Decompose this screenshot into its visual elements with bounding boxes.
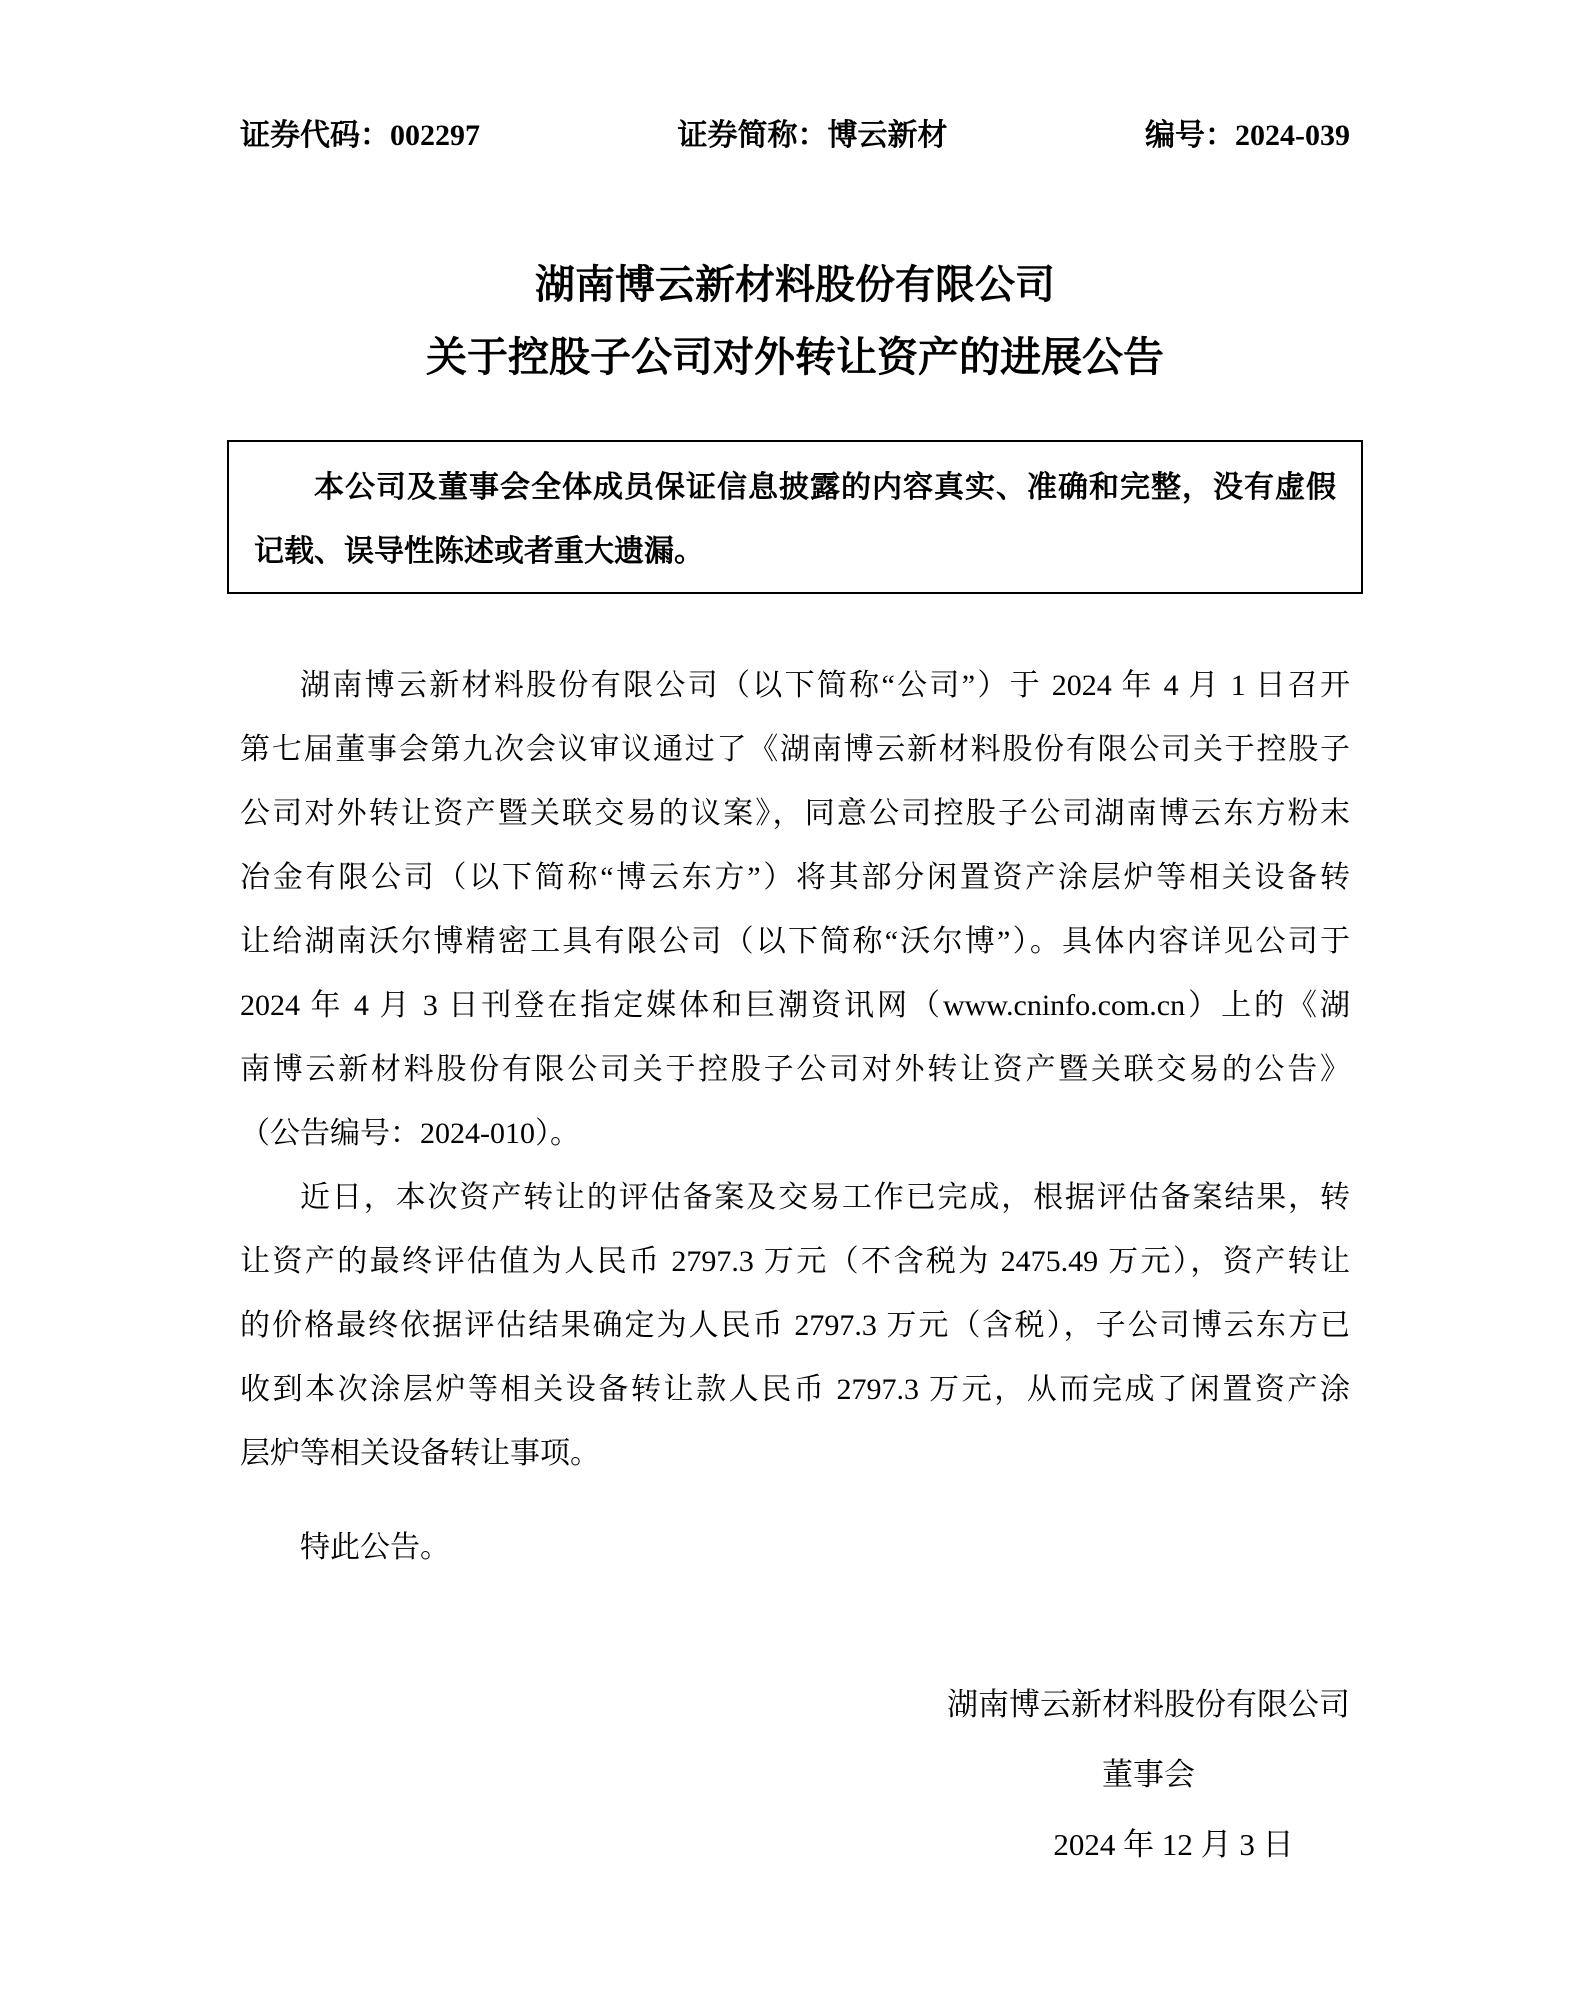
body-line: 让资产的最终评估值为人民币 2797.3 万元（不含税为 2475.49 万元），资产转让 — [240, 1245, 1350, 1278]
body-line: 近日，本次资产转让的评估备案及交易工作已完成，根据评估备案结果，转 — [300, 1181, 1350, 1214]
stock-code: 证券代码：002297 — [240, 119, 480, 152]
announcement-number: 编号：2024-039 — [1145, 119, 1350, 152]
body-line: 湖南博云新材料股份有限公司（以下简称“公司”）于 2024 年 4 月 1 日召开 — [300, 669, 1350, 702]
disclaimer-line: 记载、误导性陈述或者重大遗漏。 — [254, 535, 704, 568]
paragraph-2 — [240, 1166, 1350, 1486]
signature-board: 董事会 — [1102, 1757, 1195, 1792]
announcement-subject-title: 关于控股子公司对外转让资产的进展公告 — [426, 334, 1164, 380]
body-line: （公告编号：2024-010）。 — [240, 1117, 580, 1150]
signature-company: 湖南博云新材料股份有限公司 — [947, 1687, 1350, 1722]
body-line: 冶金有限公司（以下简称“博云东方”）将其部分闲置资产涂层炉等相关设备转 — [240, 861, 1350, 894]
body-line: 让给湖南沃尔博精密工具有限公司（以下简称“沃尔博”）。具体内容详见公司于 — [240, 925, 1350, 958]
body-line: 南博云新材料股份有限公司关于控股子公司对外转让资产暨关联交易的公告》 — [240, 1053, 1350, 1086]
disclaimer-line: 本公司及董事会全体成员保证信息披露的内容真实、准确和完整，没有虚假 — [314, 471, 1336, 504]
paragraph-1 — [240, 654, 1350, 1166]
announcement-body — [240, 654, 1350, 1486]
document-header — [240, 118, 1350, 154]
company-title: 湖南博云新材料股份有限公司 — [535, 262, 1055, 307]
closing-statement: 特此公告。 — [300, 1531, 450, 1564]
stock-abbreviation: 证券简称：博云新材 — [677, 119, 948, 152]
disclaimer-box — [227, 440, 1363, 594]
body-line: 公司对外转让资产暨关联交易的议案》，同意公司控股子公司湖南博云东方粉末 — [240, 797, 1350, 830]
signature-date: 2024 年 12 月 3 日 — [1053, 1827, 1294, 1862]
body-line: 2024 年 4 月 3 日刊登在指定媒体和巨潮资讯网（www.cninfo.com.cn）上的《湖 — [240, 989, 1350, 1022]
body-line: 的价格最终依据评估结果确定为人民币 2797.3 万元（含税），子公司博云东方已 — [240, 1309, 1350, 1342]
body-line: 第七届董事会第九次会议审议通过了《湖南博云新材料股份有限公司关于控股子 — [240, 733, 1350, 766]
signature-block — [947, 1670, 1350, 1880]
body-line: 层炉等相关设备转让事项。 — [240, 1437, 600, 1470]
body-line: 收到本次涂层炉等相关设备转让款人民币 2797.3 万元，从而完成了闲置资产涂 — [240, 1373, 1350, 1406]
